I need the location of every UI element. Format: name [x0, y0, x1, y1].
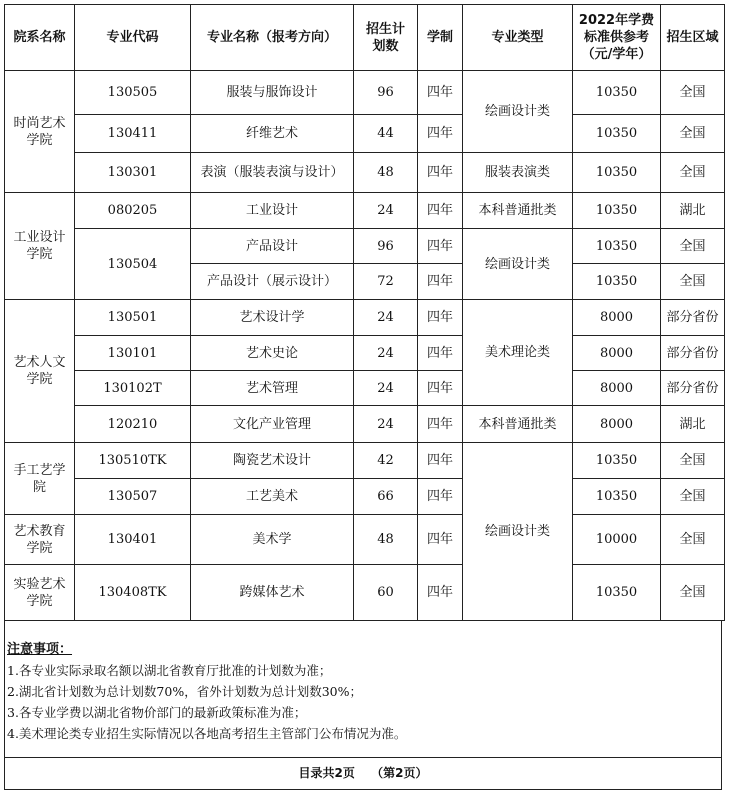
header-college: 院系名称 — [5, 5, 75, 71]
total-pages: 目录共2页 — [298, 766, 355, 780]
college-cell: 艺术教育学院 — [5, 515, 75, 565]
years-cell: 四年 — [418, 443, 463, 479]
fee-cell: 10350 — [573, 264, 661, 300]
region-cell: 全国 — [661, 565, 725, 621]
major-cell: 工艺美术 — [191, 479, 354, 515]
code-cell: 080205 — [75, 193, 191, 229]
note-item: 2.湖北省计划数为总计划数70%，省外计划数为总计划数30%； — [7, 684, 362, 699]
fee-cell: 10000 — [573, 515, 661, 565]
fee-cell: 10350 — [573, 479, 661, 515]
years-cell: 四年 — [418, 71, 463, 115]
header-major-name: 专业名称（报考方向） — [191, 5, 354, 71]
region-cell: 全国 — [661, 115, 725, 153]
region-cell: 全国 — [661, 71, 725, 115]
page-footer — [4, 757, 722, 790]
type-cell: 美术理论类 — [463, 300, 573, 406]
plan-cell: 24 — [354, 336, 418, 371]
years-cell: 四年 — [418, 153, 463, 193]
code-cell: 130408TK — [75, 565, 191, 621]
type-cell: 本科普通批类 — [463, 193, 573, 229]
plan-cell: 60 — [354, 565, 418, 621]
header-region: 招生区域 — [661, 5, 725, 71]
header-code: 专业代码 — [75, 5, 191, 71]
fee-cell: 8000 — [573, 300, 661, 336]
region-cell: 湖北 — [661, 193, 725, 229]
region-cell: 部分省份 — [661, 300, 725, 336]
table-row — [5, 515, 725, 565]
code-cell: 130501 — [75, 300, 191, 336]
major-cell: 产品设计（展示设计） — [191, 264, 354, 300]
notes-title: 注意事项： — [7, 642, 73, 657]
header-row — [5, 5, 725, 71]
major-cell: 艺术管理 — [191, 371, 354, 406]
code-cell: 130510TK — [75, 443, 191, 479]
plan-cell: 66 — [354, 479, 418, 515]
code-cell: 130101 — [75, 336, 191, 371]
note-item: 4.美术理论类专业招生实际情况以各地高考招生主管部门公布情况为准。 — [7, 726, 407, 741]
header-years: 学制 — [418, 5, 463, 71]
header-fee: 2022年学费标准供参考（元/学年） — [573, 5, 661, 71]
major-cell: 陶瓷艺术设计 — [191, 443, 354, 479]
type-cell: 绘画设计类 — [463, 229, 573, 300]
college-cell: 手工艺学院 — [5, 443, 75, 515]
fee-cell: 8000 — [573, 406, 661, 443]
major-cell: 美术学 — [191, 515, 354, 565]
college-cell: 时尚艺术学院 — [5, 71, 75, 193]
region-cell: 全国 — [661, 515, 725, 565]
code-cell: 130507 — [75, 479, 191, 515]
college-cell: 工业设计学院 — [5, 193, 75, 300]
table-row — [5, 115, 725, 153]
years-cell: 四年 — [418, 115, 463, 153]
plan-cell: 24 — [354, 300, 418, 336]
table-row — [5, 443, 725, 479]
table-row — [5, 371, 725, 406]
years-cell: 四年 — [418, 565, 463, 621]
current-page: （第2页） — [371, 766, 428, 780]
region-cell: 湖北 — [661, 406, 725, 443]
code-cell: 130504 — [75, 229, 191, 300]
note-item: 3.各专业学费以湖北省物价部门的最新政策标准为准； — [7, 705, 307, 720]
region-cell: 全国 — [661, 229, 725, 264]
table-row — [5, 565, 725, 621]
code-cell: 130102T — [75, 371, 191, 406]
major-cell: 表演（服装表演与设计） — [191, 153, 354, 193]
header-type: 专业类型 — [463, 5, 573, 71]
type-cell: 绘画设计类 — [463, 71, 573, 153]
fee-cell: 10350 — [573, 193, 661, 229]
major-cell: 跨媒体艺术 — [191, 565, 354, 621]
college-cell: 实验艺术学院 — [5, 565, 75, 621]
note-item: 1.各专业实际录取名额以湖北省教育厅批准的计划数为准； — [7, 663, 332, 678]
major-cell: 艺术史论 — [191, 336, 354, 371]
years-cell: 四年 — [418, 264, 463, 300]
plan-cell: 48 — [354, 153, 418, 193]
table-row — [5, 153, 725, 193]
plan-cell: 24 — [354, 406, 418, 443]
fee-cell: 10350 — [573, 443, 661, 479]
years-cell: 四年 — [418, 479, 463, 515]
fee-cell: 8000 — [573, 336, 661, 371]
years-cell: 四年 — [418, 371, 463, 406]
major-cell: 产品设计 — [191, 229, 354, 264]
table-row — [5, 406, 725, 443]
plan-cell: 24 — [354, 371, 418, 406]
plan-cell: 42 — [354, 443, 418, 479]
major-cell: 文化产业管理 — [191, 406, 354, 443]
code-cell: 130411 — [75, 115, 191, 153]
region-cell: 部分省份 — [661, 336, 725, 371]
years-cell: 四年 — [418, 193, 463, 229]
years-cell: 四年 — [418, 300, 463, 336]
region-cell: 全国 — [661, 264, 725, 300]
table-row — [5, 229, 725, 264]
plan-cell: 72 — [354, 264, 418, 300]
type-cell: 绘画设计类 — [463, 443, 573, 621]
region-cell: 全国 — [661, 443, 725, 479]
table-row — [5, 300, 725, 336]
years-cell: 四年 — [418, 515, 463, 565]
region-cell: 全国 — [661, 153, 725, 193]
table-row — [5, 193, 725, 229]
code-cell: 120210 — [75, 406, 191, 443]
years-cell: 四年 — [418, 229, 463, 264]
major-cell: 服装与服饰设计 — [191, 71, 354, 115]
plan-cell: 24 — [354, 193, 418, 229]
major-cell: 纤维艺术 — [191, 115, 354, 153]
major-cell: 工业设计 — [191, 193, 354, 229]
header-plan: 招生计划数 — [354, 5, 418, 71]
years-cell: 四年 — [418, 406, 463, 443]
region-cell: 全国 — [661, 479, 725, 515]
plan-cell: 96 — [354, 229, 418, 264]
table-row — [5, 71, 725, 115]
notes-section — [4, 621, 722, 757]
table-row — [5, 479, 725, 515]
fee-cell: 10350 — [573, 153, 661, 193]
type-cell: 本科普通批类 — [463, 406, 573, 443]
code-cell: 130301 — [75, 153, 191, 193]
fee-cell: 10350 — [573, 565, 661, 621]
enrollment-table — [4, 4, 725, 621]
type-cell: 服装表演类 — [463, 153, 573, 193]
years-cell: 四年 — [418, 336, 463, 371]
major-cell: 艺术设计学 — [191, 300, 354, 336]
code-cell: 130401 — [75, 515, 191, 565]
fee-cell: 10350 — [573, 115, 661, 153]
fee-cell: 8000 — [573, 371, 661, 406]
plan-cell: 48 — [354, 515, 418, 565]
region-cell: 部分省份 — [661, 371, 725, 406]
college-cell: 艺术人文学院 — [5, 300, 75, 443]
plan-cell: 96 — [354, 71, 418, 115]
plan-cell: 44 — [354, 115, 418, 153]
code-cell: 130505 — [75, 71, 191, 115]
fee-cell: 10350 — [573, 229, 661, 264]
fee-cell: 10350 — [573, 71, 661, 115]
table-row — [5, 336, 725, 371]
